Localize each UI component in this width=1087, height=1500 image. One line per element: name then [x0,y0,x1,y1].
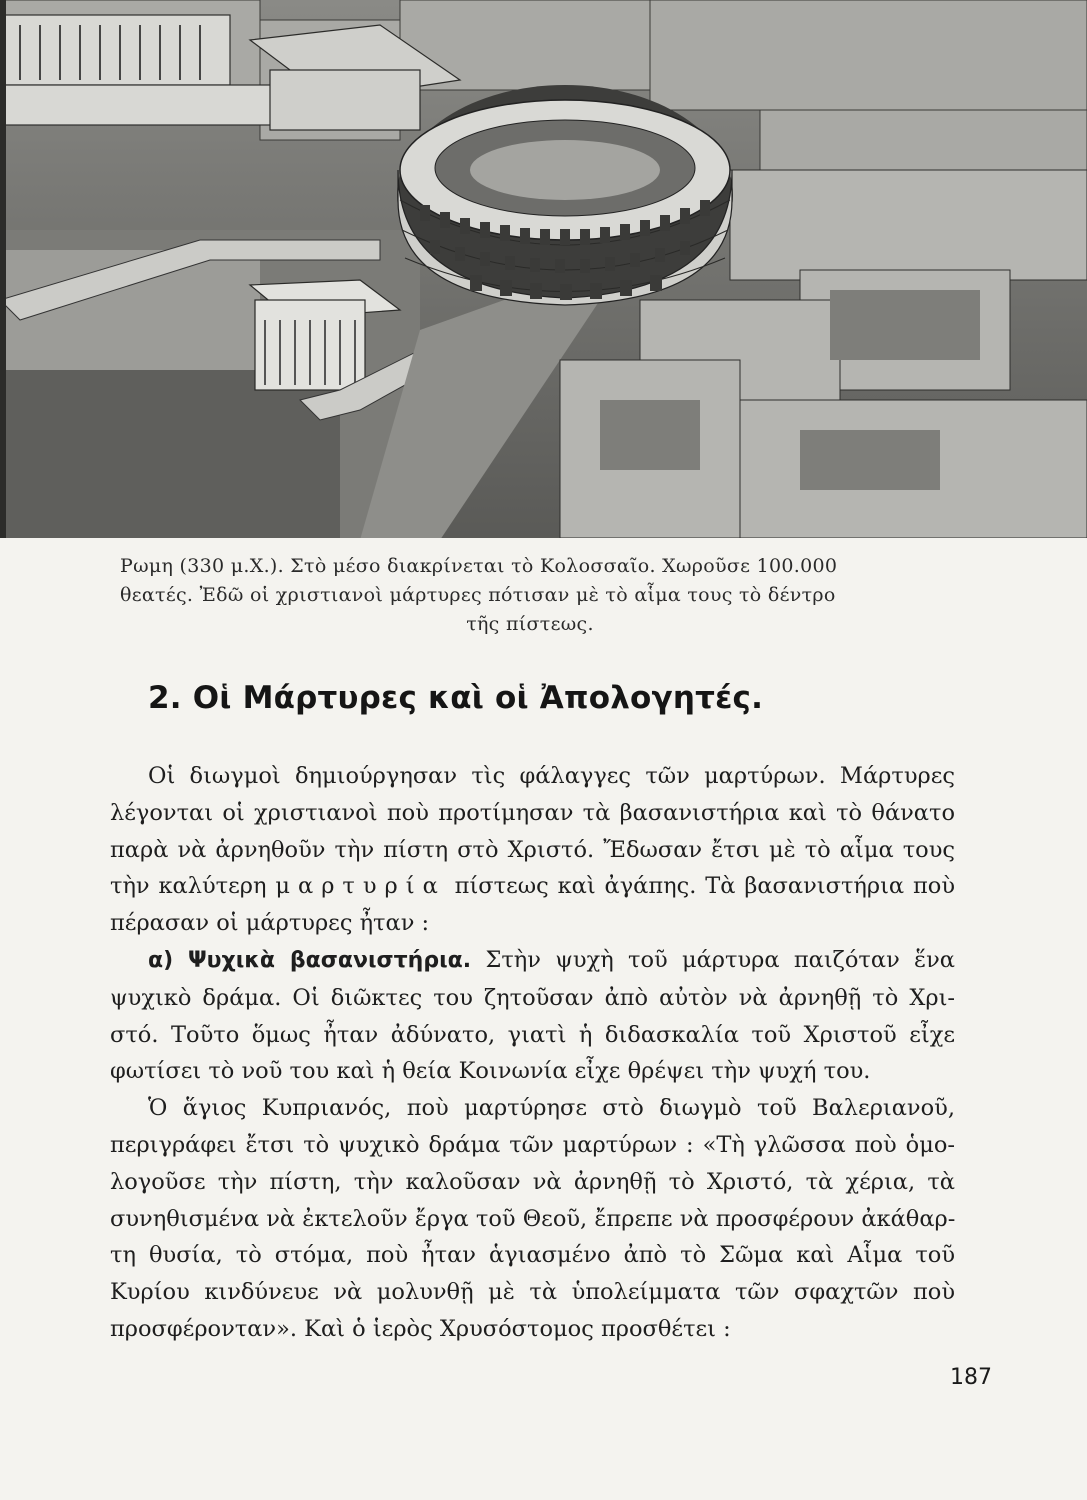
text-line: ψυχικὸ δράμα. Οἱ διῶκτες του ζητοῦσαν ἀπὸ αὐτὸν νὰ ἀρνηθῇ τὸ Χρι- [110,984,955,1011]
text-line: Οἱ διωγμοὶ δημιούργησαν τὶς φάλαγγες τῶν μαρτύρων. Μάρτυρες [148,763,955,789]
caption-line: Ρωμη (330 μ.Χ.). Στὸ μέσο διακρίνεται τὸ Κολοσσαῖο. Χωροῦσε 100.000 [120,555,838,577]
text-line [110,942,955,980]
text-line: περιγράφει ἔτσι τὸ ψυχικὸ δράμα τῶν μαρτύρων : «Τὴ γλῶσσα ποὺ ὁμο- [110,1131,955,1158]
text-line: πέρασαν οἱ μάρτυρες ἦταν : [110,910,430,937]
emphasized-word: μαρτυρία [275,873,446,900]
text-fragment: τὴν καλύτερη [110,873,267,900]
page-number: 187 [950,1365,992,1390]
text-line: λογοῦσε τὴν πίστη, τὴν καλοῦσαν νὰ ἀρνηθῇ τὸ Χριστό, τὰ χέρια, τὰ [110,1168,955,1195]
text-line: παρὰ νὰ ἀρνηθοῦν τὴν πίστη στὸ Χριστό. Ἔδωσαν ἔτσι μὲ τὸ αἷμα τους [110,836,955,863]
text-line: Ὁ ἅγιος Κυπριανός, ποὺ μαρτύρησε στὸ διωγμὸ τοῦ Βαλεριανοῦ, [148,1095,955,1122]
section-heading: 2. Οἱ Μάρτυρες καὶ οἱ Ἀπολογητές. [148,680,764,716]
colosseum-shape [397,85,733,305]
text-line: προσφέρονταν». Καὶ ὁ ἱερὸς Χρυσόστομος προσθέτει : [110,1315,731,1342]
text-line: λέγονται οἱ χριστιανοὶ ποὺ προτίμησαν τὰ βασανιστήρια καὶ τὸ θάνατο [110,799,955,826]
text-fragment: Στὴν ψυχὴ τοῦ μάρτυρα παιζόταν ἕνα [485,946,955,973]
caption-line: τῆς πίστεως. [466,613,594,635]
text-line: τη θυσία, τὸ στόμα, ποὺ ἦταν ἁγιασμένο ἀπὸ τὸ Σῶμα καὶ Αἷμα τοῦ [110,1242,955,1269]
photograph [0,0,1087,538]
caption-line: θεατές. Ἐδῶ οἱ χριστιανοὶ μάρτυρες πότισαν μὲ τὸ αἷμα τους τὸ δέντρο [120,584,836,606]
photo-caption [120,552,940,639]
text-line: φωτίσει τὸ νοῦ του καὶ ἡ θεία Κοινωνία εἶχε θρέψει τὴν ψυχή του. [110,1058,871,1085]
subheading: α) Ψυχικὰ βασανιστήρια. [148,947,472,973]
text-line: στό. Τοῦτο ὅμως ἦταν ἀδύνατο, γιατὶ ἡ διδασκαλία τοῦ Χριστοῦ εἶχε [110,1021,955,1048]
body-text [110,758,955,1348]
rome-aerial-image [0,0,1087,538]
text-line [110,868,955,905]
text-fragment: πίστεως καὶ ἀγάπης. Τὰ βασανιστήρια ποὺ [454,873,956,900]
text-line: Κυρίου κινδύνευε νὰ μολυνθῇ μὲ τὰ ὑπολείμματα τῶν σφαχτῶν ποὺ [110,1279,955,1306]
text-line: συνηθισμένα νὰ ἐκτελοῦν ἔργα τοῦ Θεοῦ, ἔπρεπε νὰ προσφέρουν ἀκάθαρ- [110,1205,956,1232]
